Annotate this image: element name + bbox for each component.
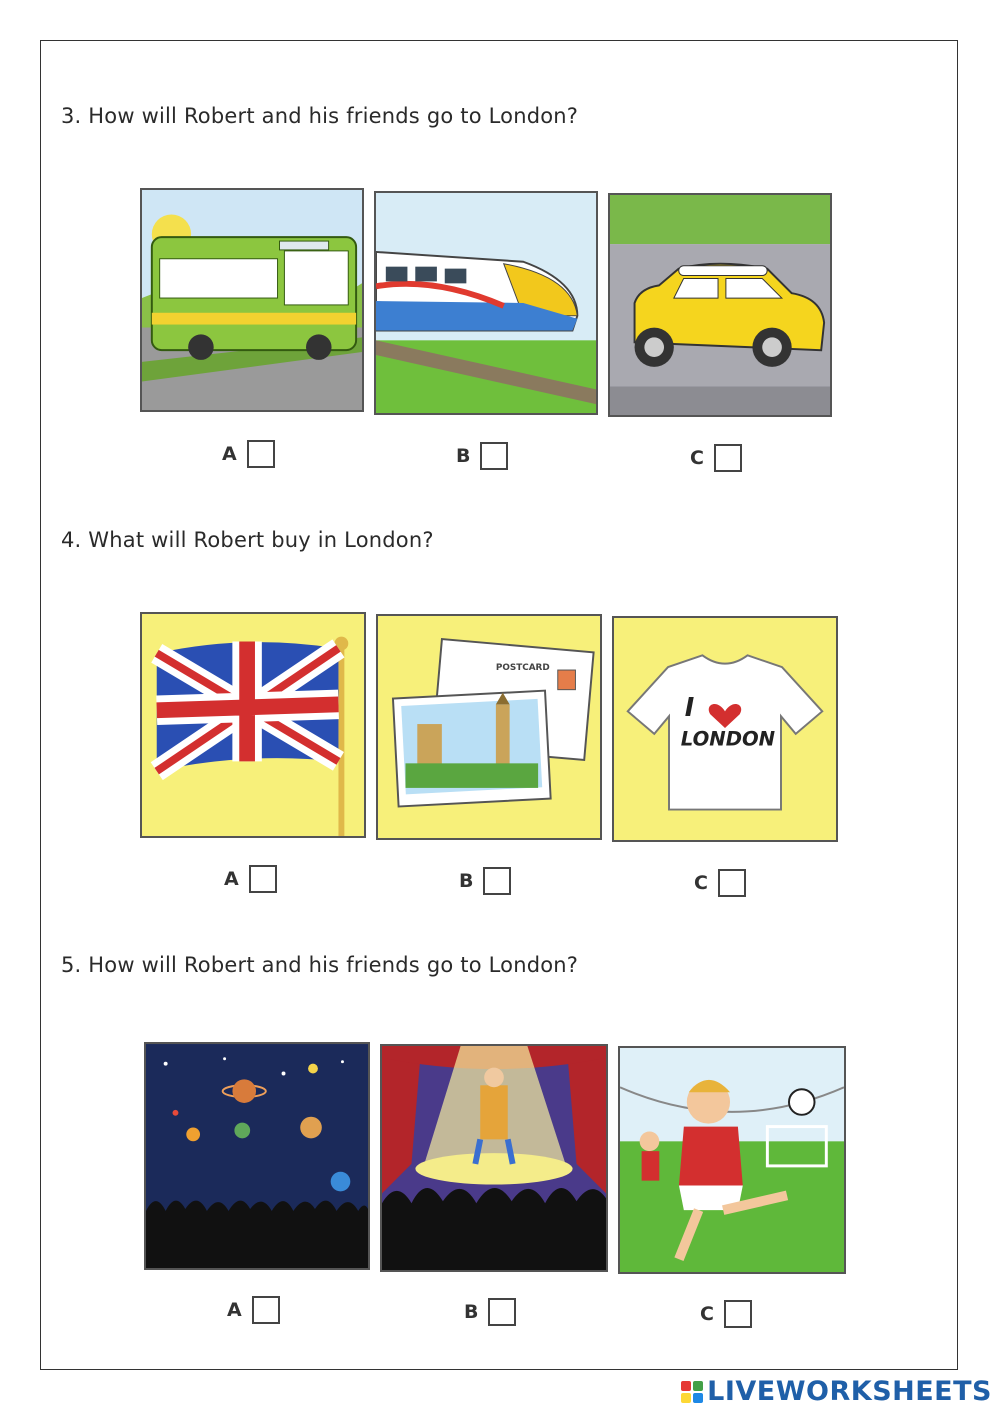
q5-option-a-checkbox[interactable] <box>252 1296 280 1324</box>
option-letter: B <box>456 445 471 467</box>
theatre-picture <box>380 1044 608 1272</box>
q4-option-a <box>224 865 277 893</box>
option-letter: A <box>227 1299 242 1321</box>
q3-option-b-checkbox[interactable] <box>480 442 508 470</box>
liveworksheets-brand[interactable] <box>681 1376 992 1407</box>
brand-name: LIVEWORKSHEETS <box>707 1376 992 1407</box>
q3-option-c-checkbox[interactable] <box>714 444 742 472</box>
postcards-picture <box>376 614 602 840</box>
q3-option-a-checkbox[interactable] <box>247 440 275 468</box>
football-match-picture <box>618 1046 846 1274</box>
bus-picture <box>140 188 364 412</box>
q3-option-b <box>456 442 508 470</box>
option-letter: C <box>694 872 708 894</box>
question-5-text: 5. How will Robert and his friends go to London? <box>61 953 579 977</box>
q4-option-a-checkbox[interactable] <box>249 865 277 893</box>
train-picture <box>374 191 598 415</box>
q3-option-a <box>222 440 275 468</box>
union-jack-flag-picture <box>140 612 366 838</box>
car-picture <box>608 193 832 417</box>
q5-option-b <box>464 1298 516 1326</box>
q5-option-a <box>227 1296 280 1324</box>
liveworksheets-logo-icon <box>681 1381 703 1403</box>
option-letter: B <box>459 870 474 892</box>
q5-option-c-checkbox[interactable] <box>724 1300 752 1328</box>
q3-option-c <box>690 444 742 472</box>
option-letter: B <box>464 1301 479 1323</box>
question-4-text: 4. What will Robert buy in London? <box>61 528 434 552</box>
q4-option-c-checkbox[interactable] <box>718 869 746 897</box>
planetarium-picture <box>144 1042 370 1270</box>
i-love-london-tshirt-picture <box>612 616 838 842</box>
tshirt-i: I <box>684 693 695 724</box>
tshirt-london: LONDON <box>680 727 776 751</box>
option-letter: A <box>224 868 239 890</box>
option-letter: C <box>690 447 704 469</box>
q5-option-b-checkbox[interactable] <box>488 1298 516 1326</box>
q5-option-c <box>700 1300 752 1328</box>
option-letter: C <box>700 1303 714 1325</box>
q4-option-c <box>694 869 746 897</box>
q4-option-b-checkbox[interactable] <box>483 867 511 895</box>
option-letter: A <box>222 443 237 465</box>
q4-option-b <box>459 867 511 895</box>
question-3-text: 3. How will Robert and his friends go to London? <box>61 104 579 128</box>
postcard-label: POSTCARD <box>495 663 550 674</box>
